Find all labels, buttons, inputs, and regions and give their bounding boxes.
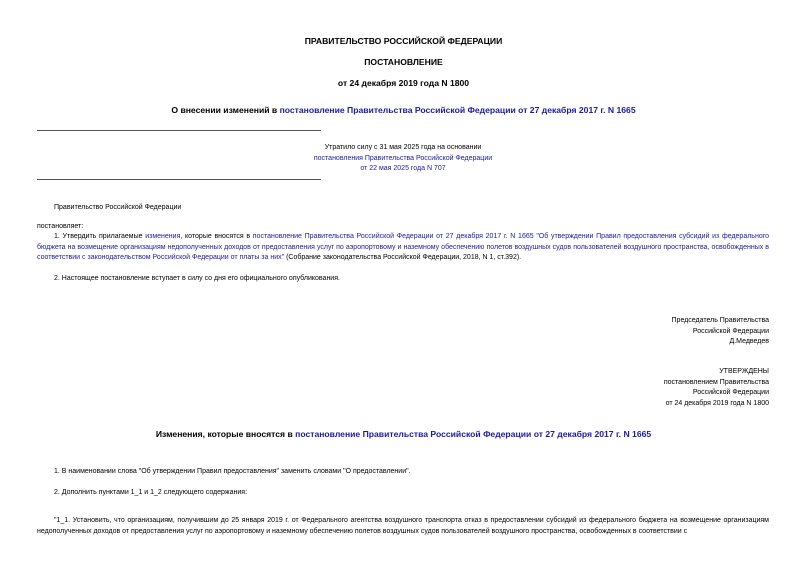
approval-org: Российской Федерации: [692, 389, 769, 397]
title-prefix: О внесении изменений в: [171, 105, 280, 115]
paragraph-1-text: , которые вносятся в: [180, 233, 253, 240]
approval-date: от 24 декабря 2019 года N 1800: [665, 399, 769, 407]
signature-name: Д.Медведев: [729, 338, 769, 346]
resolves-label: постановляет:: [37, 223, 84, 230]
approval-by: постановлением Правительства: [663, 378, 769, 386]
change-item-2: 2. Дополнить пунктами 1_1 и 1_2 следующего содержания:: [54, 489, 248, 496]
signature-title: Председатель Правительства: [671, 317, 769, 324]
repeal-notice: [37, 143, 769, 175]
document-type-heading: ПОСТАНОВЛЕНИЕ: [364, 57, 443, 67]
paragraph-1-text: 1. Утвердить прилагаемые: [54, 233, 146, 240]
paragraph-1: [37, 232, 769, 264]
changes-title-prefix: Изменения, которые вносятся в: [155, 429, 296, 439]
signature-block: [469, 316, 769, 348]
approval-block: [469, 367, 769, 409]
changes-title-link[interactable]: постановление Правительства Российской Федерации от 27 декабря 2017 г. N 1665: [295, 429, 652, 439]
notice-top-rule: [37, 130, 321, 131]
repeal-notice-line: Утратило силу с 31 мая 2025 года на основании: [324, 144, 482, 151]
document-title: [0, 105, 807, 115]
change-item-3: "1_1. Установить, что организациям, получившим до 25 января 2019 г. от Федерального агентства воздушного транспорта отказ в предоставлении субсидий из федерального бюджета на возмещение организациям недополученных доходов от предоставления услуг по аэропортовому и наземному обеспечению полетов воздушных судов пользователей воздушного пространства, освобожденных в соответствии с: [37, 517, 769, 535]
title-link[interactable]: постановление Правительства Российской Федерации от 27 декабря 2017 г. N 1665: [279, 105, 636, 115]
approval-label: УТВЕРЖДЕНЫ: [719, 368, 769, 375]
repeal-notice-link-date[interactable]: от 22 мая 2025 года N 707: [360, 165, 446, 172]
repeal-notice-link[interactable]: постановления Правительства Российской Федерации: [313, 154, 493, 162]
signature-org: Российской Федерации: [692, 327, 769, 335]
paragraph-1-text: (Собрание законодательства Российской Федерации, 2018, N 1, ст.392).: [284, 254, 522, 262]
document-date-number: от 24 декабря 2019 года N 1800: [337, 78, 470, 88]
government-label: Правительство Российской Федерации: [54, 204, 182, 211]
changes-title: [0, 429, 807, 439]
government-heading: ПРАВИТЕЛЬСТВО РОССИЙСКОЙ ФЕДЕРАЦИИ: [304, 36, 503, 46]
resolution-link[interactable]: постановление Правительства Российской Федерации от 27 декабря 2017 г. N 1665 "Об утверждении Правил предоставления субсидий из федерального бюджета на возмещение организациям недополученных доходов от предоставления услуг по аэропортовому и наземному обеспечению полетов воздушных судов пользователей воздушного пространства, освобожденных в соответствии с законодательством Российской Федерации от платы за них": [37, 233, 770, 262]
notice-bottom-rule: [37, 179, 321, 180]
changes-link[interactable]: изменения: [145, 233, 181, 240]
change-item-1: 1. В наименовании слова "Об утверждении Правил предоставления" заменить словами "О предоставлении".: [54, 468, 411, 475]
paragraph-2: 2. Настоящее постановление вступает в силу со дня его официального опубликования.: [54, 275, 340, 282]
